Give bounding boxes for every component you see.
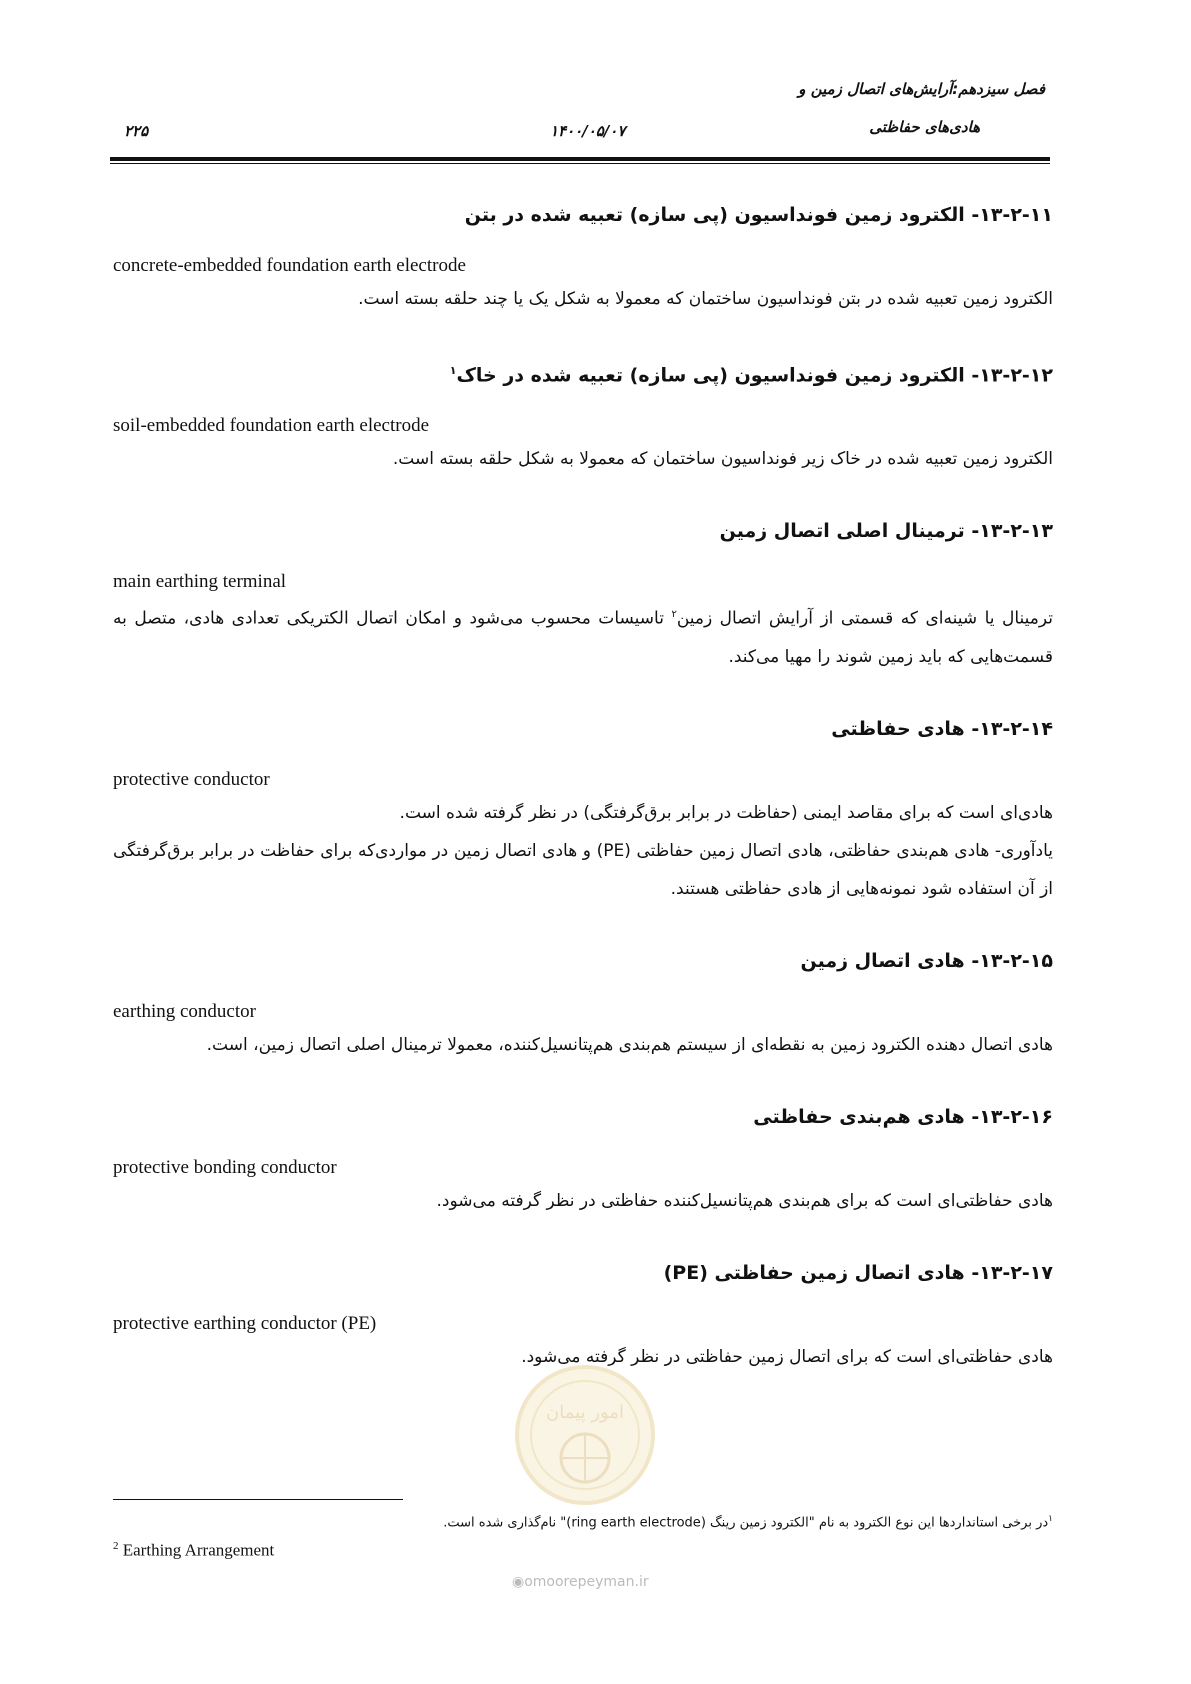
chapter-title: فصل سیزدهم:آرایش‌های اتصال زمین و — [798, 80, 1045, 98]
svg-text:امور پیمان: امور پیمان — [546, 1402, 624, 1423]
definition-paragraph: هادی اتصال دهنده الکترود زمین به نقطه‌ای از سیستم هم‌بندی هم‌پتانسیل‌کننده، معمولا ترمینال اصلی اتصال زمین، است. — [206, 1034, 1053, 1055]
page-number: ۲۲۵ — [124, 122, 149, 140]
section-heading: ۱۳-۲-۱۷- هادی اتصال زمین حفاظتی (PE) — [663, 1261, 1053, 1284]
section-heading: ۱۳-۲-۱۳- ترمینال اصلی اتصال زمین — [719, 520, 1053, 543]
english-term: main earthing terminal — [113, 571, 287, 593]
header-rule-thick — [110, 157, 1050, 161]
page-body — [113, 200, 1053, 1414]
english-term: soil-embedded foundation earth electrode — [113, 415, 430, 437]
definition-paragraph: هادی حفاظتی‌ای است که برای اتصال زمین حفاظتی در نظر گرفته می‌شود. — [521, 1346, 1053, 1367]
page-header — [110, 80, 1050, 152]
definition-paragraph: هادی‌ای است که برای مقاصد ایمنی (حفاظت در برابر برق‌گرفتگی) در نظر گرفته شده است. — [399, 802, 1053, 823]
definition-paragraph: الکترود زمین تعبیه شده در خاک زیر فونداسیون ساختمان که معمولا به شکل حلقه بسته است. — [392, 449, 1053, 470]
definition-paragraph: هادی حفاظتی‌ای است که برای هم‌بندی هم‌پتانسیل‌کننده حفاظتی در نظر گرفته می‌شود. — [436, 1190, 1053, 1211]
footnote-marker: ۱ — [1048, 1514, 1053, 1524]
globe-icon: ◉ — [512, 1574, 525, 1590]
footnote-ref[interactable]: ۲ — [671, 609, 677, 621]
section-heading: ۱۳-۲-۱۴- هادی حفاظتی — [831, 717, 1053, 740]
section-13-2-17 — [113, 1258, 1053, 1376]
footnote-1: $^۱$در برخی استانداردها این نوع الکترود به نام "الکترود زمین رینگ (ring earth electrode)" نام‌گذاری شده است. — [443, 1514, 1053, 1531]
english-term: concrete-embedded foundation earth electrode — [113, 255, 466, 276]
watermark-url: ◉omoorepeyman.ir — [512, 1574, 649, 1590]
section-heading: ۱۳-۲-۱۱- الکترود زمین فونداسیون (پی سازه) تعبیه شده در بتن — [464, 204, 1053, 226]
chapter-title-continued: هادی‌های حفاظتی — [869, 118, 980, 136]
section-heading: ۱۳-۲-۱۲- الکترود زمین فونداسیون (پی سازه) تعبیه شده در خاک$^۱$ — [449, 364, 1053, 387]
footnote-ref[interactable]: ۱ — [449, 364, 457, 377]
section-13-2-16 — [113, 1102, 1053, 1220]
definition-paragraph: ترمینال یا شینه‌ای که قسمتی از آرایش اتصال زمین$^۲$ تاسیسات محسوب می‌شود و امکان اتصال الکتریکی تعدادی هادی، متصل به قسمت‌هایی که باید زمین شوند را مهیا می‌کند. — [113, 608, 1053, 667]
section-13-2-15 — [113, 946, 1053, 1064]
note-paragraph: یادآوری- هادی هم‌بندی حفاظتی، هادی اتصال زمین حفاظتی (PE) و هادی اتصال زمین در مواردی‌که برای حفاظت در برابر برق‌گرفتگی از آن استفاده شود نمونه‌هایی از هادی حفاظتی هستند. — [113, 840, 1053, 899]
section-heading: ۱۳-۲-۱۵- هادی اتصال زمین — [800, 949, 1053, 972]
english-term: earthing conductor — [113, 1000, 256, 1022]
english-term: protective bonding conductor — [113, 1156, 337, 1178]
definition-paragraph: الکترود زمین تعبیه شده در بتن فونداسیون ساختمان که معمولا به شکل یک یا چند حلقه بسته است. — [358, 289, 1053, 309]
section-13-2-12 — [113, 356, 1053, 478]
footnote-2: $^2$ Earthing Arrangement — [113, 1540, 275, 1560]
section-13-2-13 — [113, 516, 1053, 676]
section-13-2-11 — [113, 200, 1053, 318]
revision-date: ۱۴۰۰/۰۵/۰۷ — [550, 122, 626, 140]
footnote-marker: 2 — [113, 1540, 119, 1552]
footnote-separator — [113, 1499, 403, 1500]
section-heading: ۱۳-۲-۱۶- هادی هم‌بندی حفاظتی — [753, 1105, 1053, 1128]
english-term: protective earthing conductor (PE) — [113, 1312, 377, 1334]
english-term: protective conductor — [113, 768, 270, 790]
header-rule-thin — [110, 163, 1050, 164]
section-13-2-14 — [113, 714, 1053, 908]
